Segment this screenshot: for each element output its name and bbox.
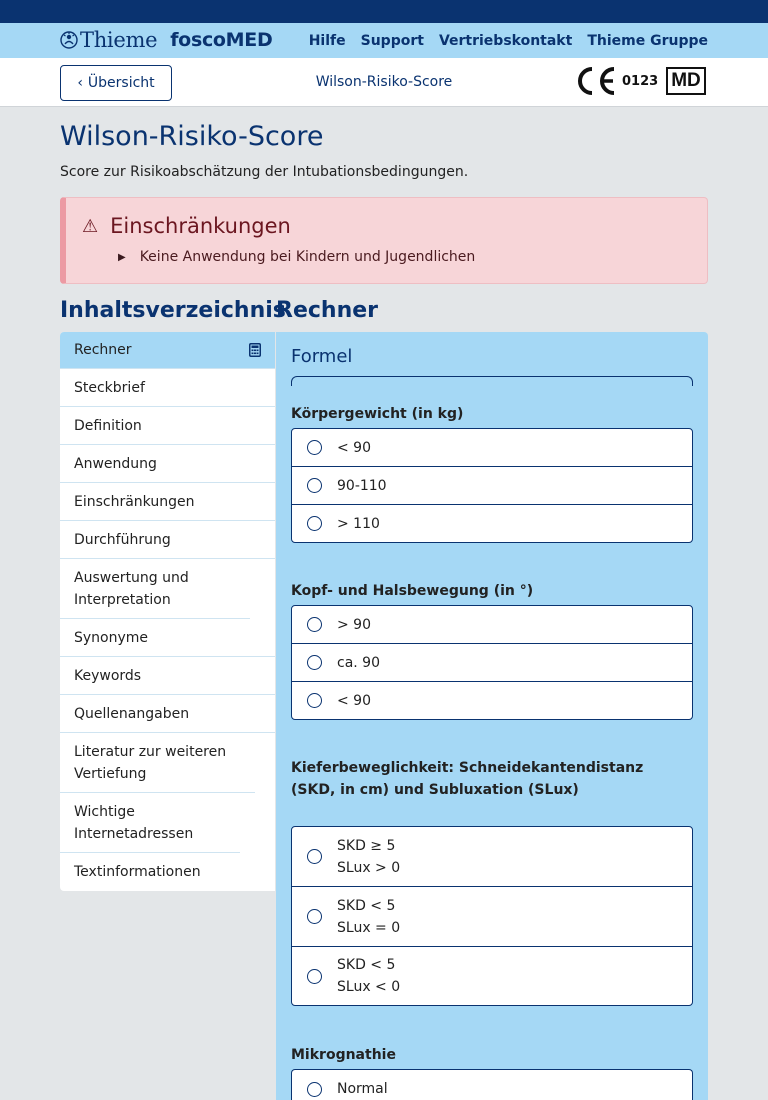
alert-item-text: Keine Anwendung bei Kindern und Jugendlichen (139, 249, 476, 265)
toc-item-synonyme[interactable]: Synonyme (60, 619, 275, 657)
alert-title: Einschränkungen (110, 214, 291, 238)
nav-thieme-gruppe[interactable]: Thieme Gruppe (587, 33, 708, 49)
question-label-head-neck: Kopf- und Halsbewegung (in °) (291, 583, 534, 599)
radio-option[interactable] (292, 429, 692, 467)
radio-option[interactable] (292, 467, 692, 505)
back-button-label: Übersicht (87, 75, 155, 91)
option-line: SLux = 0 (337, 919, 401, 936)
toc-item-rechner[interactable] (60, 332, 275, 369)
radio-option[interactable] (292, 887, 692, 947)
option-label: < 90 (337, 692, 371, 709)
formula-title: Formel (291, 346, 353, 367)
toc-item-auswertung[interactable]: Auswertung und Interpretation (60, 559, 250, 619)
radio-button[interactable] (307, 516, 322, 531)
option-line: SKD < 5 (337, 897, 396, 914)
brand-thieme: Thieme (80, 28, 158, 52)
toc-item-keywords[interactable]: Keywords (60, 657, 275, 695)
calculator-heading: Rechner (276, 298, 378, 323)
radio-option[interactable] (292, 682, 692, 719)
limitations-alert (60, 197, 708, 284)
option-line: SKD ≥ 5 (337, 837, 396, 854)
radio-option[interactable] (292, 644, 692, 682)
calculator-panel (276, 332, 708, 1100)
toc-heading: Inhaltsverzeichnis (60, 298, 286, 323)
option-label: > 110 (337, 515, 380, 532)
toc-item-internetadressen[interactable]: Wichtige Internetadressen (60, 793, 240, 853)
micrognathia-options (291, 1069, 693, 1100)
chevron-left-icon: ‹ (77, 75, 83, 91)
brand-product: foscoMED (170, 29, 273, 51)
toc-item-quellenangaben[interactable]: Quellenangaben (60, 695, 275, 733)
radio-button[interactable] (307, 849, 322, 864)
radio-option[interactable] (292, 606, 692, 644)
nav-vertriebskontakt[interactable]: Vertriebskontakt (438, 33, 573, 49)
toc-item-steckbrief[interactable]: Steckbrief (60, 369, 275, 407)
toc-item-definition[interactable]: Definition (60, 407, 275, 445)
toc-item-durchfuehrung[interactable]: Durchführung (60, 521, 275, 559)
notified-body-number: 0123 (622, 73, 659, 89)
ce-mark-icon (574, 66, 618, 96)
top-strip (0, 0, 768, 23)
option-label: 90-110 (337, 477, 387, 494)
option-label: Normal (337, 1081, 388, 1097)
radio-button[interactable] (307, 693, 322, 708)
question-label-jaw: Kieferbeweglichkeit: Schneidekantendistanz (SKD, in cm) und Subluxation (SLux) (291, 760, 644, 798)
radio-button[interactable] (307, 478, 322, 493)
nav-support[interactable]: Support (360, 33, 424, 49)
ce-certification (574, 66, 706, 96)
option-label: ca. 90 (337, 654, 380, 671)
radio-button[interactable] (307, 617, 322, 632)
alert-list-item (118, 249, 475, 265)
thieme-emblem-icon (60, 29, 78, 51)
page-title: Wilson-Risiko-Score (60, 121, 324, 152)
toc-item-textinformationen[interactable]: Textinformationen (74, 864, 201, 880)
radio-option[interactable] (292, 827, 692, 887)
radio-button[interactable] (307, 440, 322, 455)
warning-icon: ⚠ (82, 215, 99, 237)
jaw-options (291, 826, 693, 1006)
radio-option[interactable] (292, 1070, 692, 1100)
top-navigation (294, 33, 708, 49)
option-line: SLux > 0 (337, 859, 401, 876)
brand-bar (0, 23, 768, 58)
subbar-title: Wilson-Risiko-Score (315, 74, 453, 90)
option-label: < 90 (337, 439, 371, 456)
triangle-bullet-icon: ▶ (118, 251, 126, 263)
thieme-logo[interactable] (60, 28, 272, 52)
weight-options (291, 428, 693, 543)
toc-item-literatur[interactable]: Literatur zur weiteren Vertiefung (60, 733, 255, 793)
calculator-icon (249, 343, 261, 357)
option-label (337, 954, 400, 998)
nav-hilfe[interactable]: Hilfe (308, 33, 346, 49)
radio-button[interactable] (307, 1082, 322, 1097)
option-label: > 90 (337, 616, 371, 633)
toc-item-label: Rechner (74, 342, 132, 358)
radio-button[interactable] (307, 969, 322, 984)
table-of-contents (60, 332, 275, 891)
question-label-micrognathia: Mikrognathie (291, 1047, 396, 1063)
option-line: SKD < 5 (337, 957, 396, 973)
page-subtitle: Score zur Risikoabschätzung der Intubationsbedingungen. (60, 164, 469, 180)
toc-item-anwendung[interactable]: Anwendung (60, 445, 275, 483)
option-line: SLux < 0 (337, 979, 401, 995)
toc-item-einschraenkungen[interactable]: Einschränkungen (60, 483, 275, 521)
medical-device-badge: MD (666, 67, 706, 95)
head-neck-options (291, 605, 693, 720)
radio-option[interactable] (292, 505, 692, 542)
question-label-weight: Körpergewicht (in kg) (291, 406, 464, 422)
sub-header (0, 58, 768, 107)
option-label (337, 895, 400, 939)
radio-button[interactable] (307, 655, 322, 670)
formula-box (291, 376, 693, 386)
radio-option[interactable] (292, 947, 692, 1005)
radio-button[interactable] (307, 909, 322, 924)
option-label (337, 835, 400, 879)
